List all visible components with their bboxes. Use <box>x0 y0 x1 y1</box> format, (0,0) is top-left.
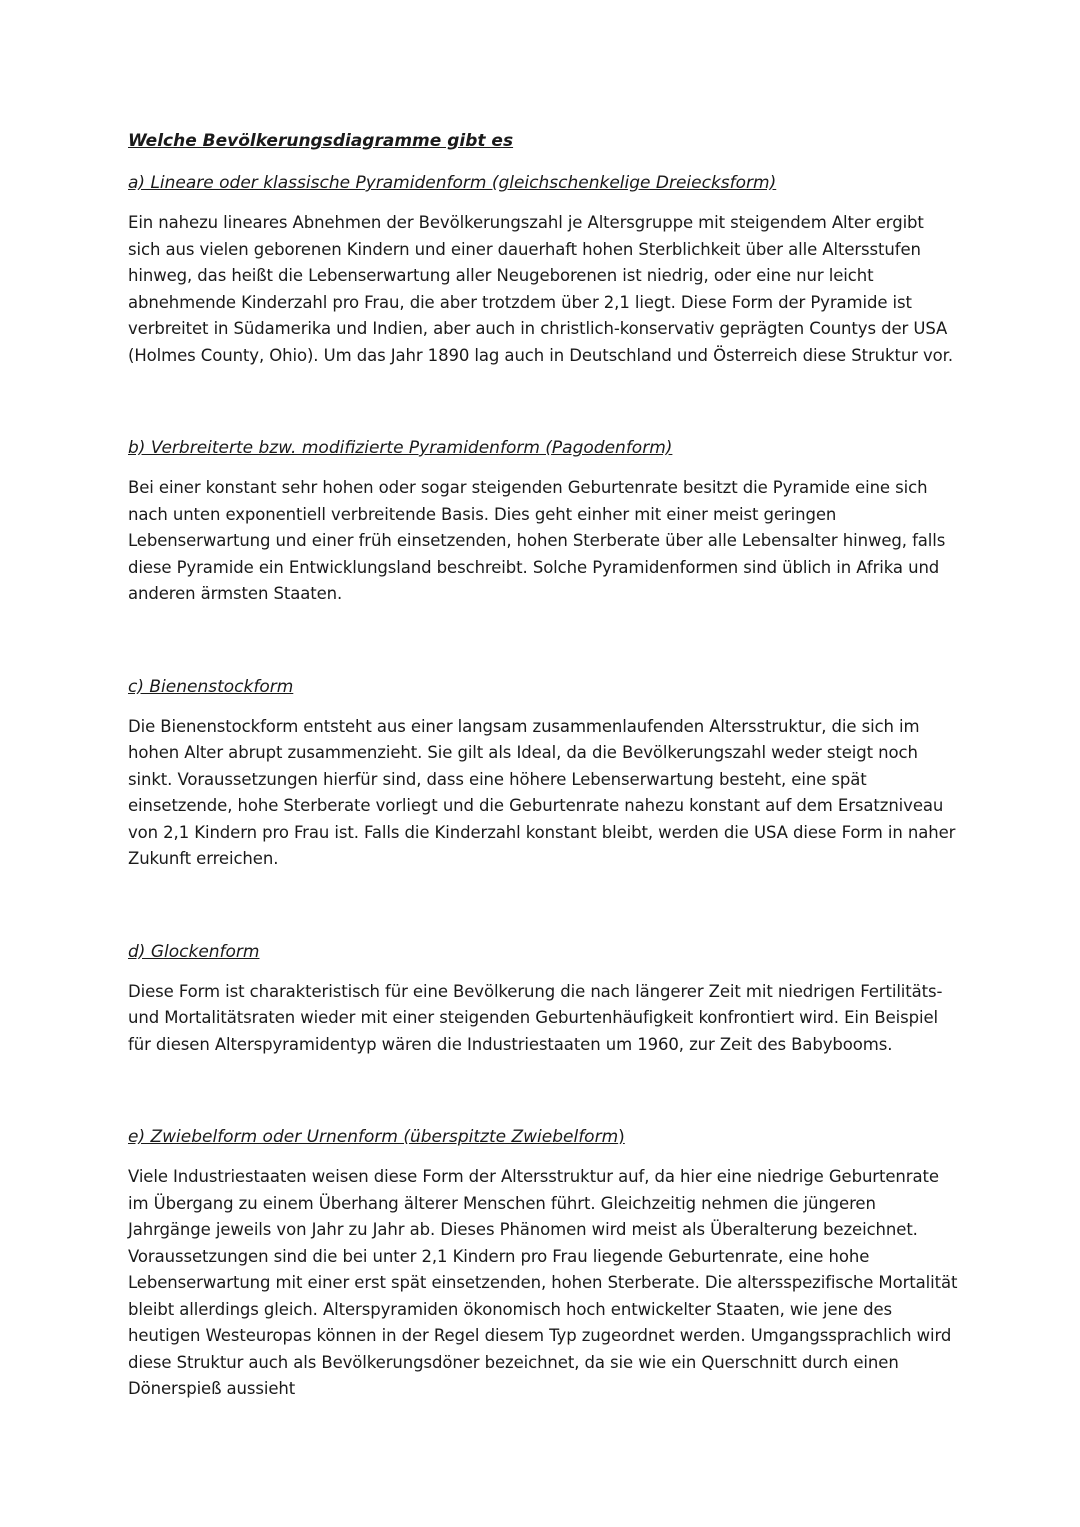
document-title: Welche Bevölkerungsdiagramme gibt es <box>128 131 514 151</box>
section-body: Diese Form ist charakteristisch für eine Bevölkerung die nach längerer Zeit mit niedrigen Fertilitäts- und Mortalitätsraten wieder mit einer steigenden Geburtenhäufigkeit konfrontiert wird. Ein Beispiel für diesen Alterspyramidentyp wären die Industriestaaten um 1960, zur Zeit des Babybooms. <box>128 981 943 1054</box>
section-body: Ein nahezu lineares Abnehmen der Bevölkerungszahl je Altersgruppe mit steigendem Alter ergibt sich aus vielen geborenen Kindern und einer dauerhaft hohen Sterblichkeit über alle Altersstufen hinweg, das heißt die Lebenserwartung aller Neugeborenen ist niedrig, oder eine nur leicht abnehmende Kinderzahl pro Frau, die aber trotzdem über 2,1 liegt. Diese Form der Pyramide ist verbreitet in Südamerika und Indien, aber auch in christlich-konservativ geprägten Countys der USA (Holmes County, Ohio). Um das Jahr 1890 lag auch in Deutschland und Österreich diese Struktur vor. <box>128 213 953 365</box>
section-heading-wrapper <box>128 1124 958 1150</box>
section-heading: e) Zwiebelform oder Urnenform (überspitzte Zwiebelform <box>128 1127 619 1147</box>
section-body: Viele Industriestaaten weisen diese Form der Altersstruktur auf, da hier eine niedrige Geburtenrate im Übergang zu einem Überhang älterer Menschen führt. Gleichzeitig nehmen die jüngeren Jahrgänge jeweils von Jahr zu Jahr ab. Dieses Phänomen wird meist als Überalterung bezeichnet. Voraussetzungen sind die bei unter 2,1 Kindern pro Frau liegende Geburtenrate, eine hohe Lebenserwartung mit einer erst spät einsetzenden, hohen Sterberate. Die altersspezifische Mortalität bleibt allerdings gleich. Alterspyramiden ökonomisch hoch entwickelter Staaten, wie jene des heutigen Westeuropas können in der Regel diesem Typ zugeordnet werden. Umgangssprachlich wird diese Struktur auch als Bevölkerungsdöner bezeichnet, da sie wie ein Querschnitt durch einen Dönerspieß aussieht <box>128 1167 958 1398</box>
section-linear-pyramid <box>128 170 958 369</box>
section-heading: a) Lineare oder klassische Pyramidenform (gleichschenkelige Dreiecksform) <box>128 173 777 193</box>
section-heading: d) Glockenform <box>128 941 260 962</box>
section-body: Die Bienenstockform entsteht aus einer langsam zusammenlaufenden Altersstruktur, die sich im hohen Alter abrupt zusammenzieht. Sie gilt als Ideal, da die Bevölkerungszahl weder steigt noch sinkt. Voraussetzungen hierfür sind, dass eine höhere Lebenserwartung besteht, eine spät einsetzende, hohe Sterberate vorliegt und die Geburtenrate nahezu konstant auf dem Ersatzniveau von 2,1 Kindern pro Frau ist. Falls die Kinderzahl konstant bleibt, werden die USA diese Form in naher Zukunft erreichen. <box>128 716 956 868</box>
section-body: Bei einer konstant sehr hohen oder sogar steigenden Geburtenrate besitzt die Pyramide eine sich nach unten exponentiell verbreitende Basis. Dies geht einher mit einer meist geringen Lebenserwartung und einer früh einsetzenden, hohen Sterberate über alle Lebensalter hinweg, falls diese Pyramide ein Entwicklungsland beschreibt. Solche Pyramidenformen sind üblich in Afrika und anderen ärmsten Staaten. <box>128 478 946 603</box>
section-heading: b) Verbreiterte bzw. modifizierte Pyramidenform (Pagodenform) <box>128 438 673 458</box>
section-onion-form <box>128 1124 958 1403</box>
section-beehive-form <box>128 674 958 873</box>
section-heading: c) Bienenstockform <box>128 676 294 697</box>
document-page <box>128 128 958 1403</box>
heading-closing-paren: ) <box>618 1127 625 1147</box>
section-pagoda-form <box>128 435 958 608</box>
section-bell-form <box>128 939 958 1059</box>
